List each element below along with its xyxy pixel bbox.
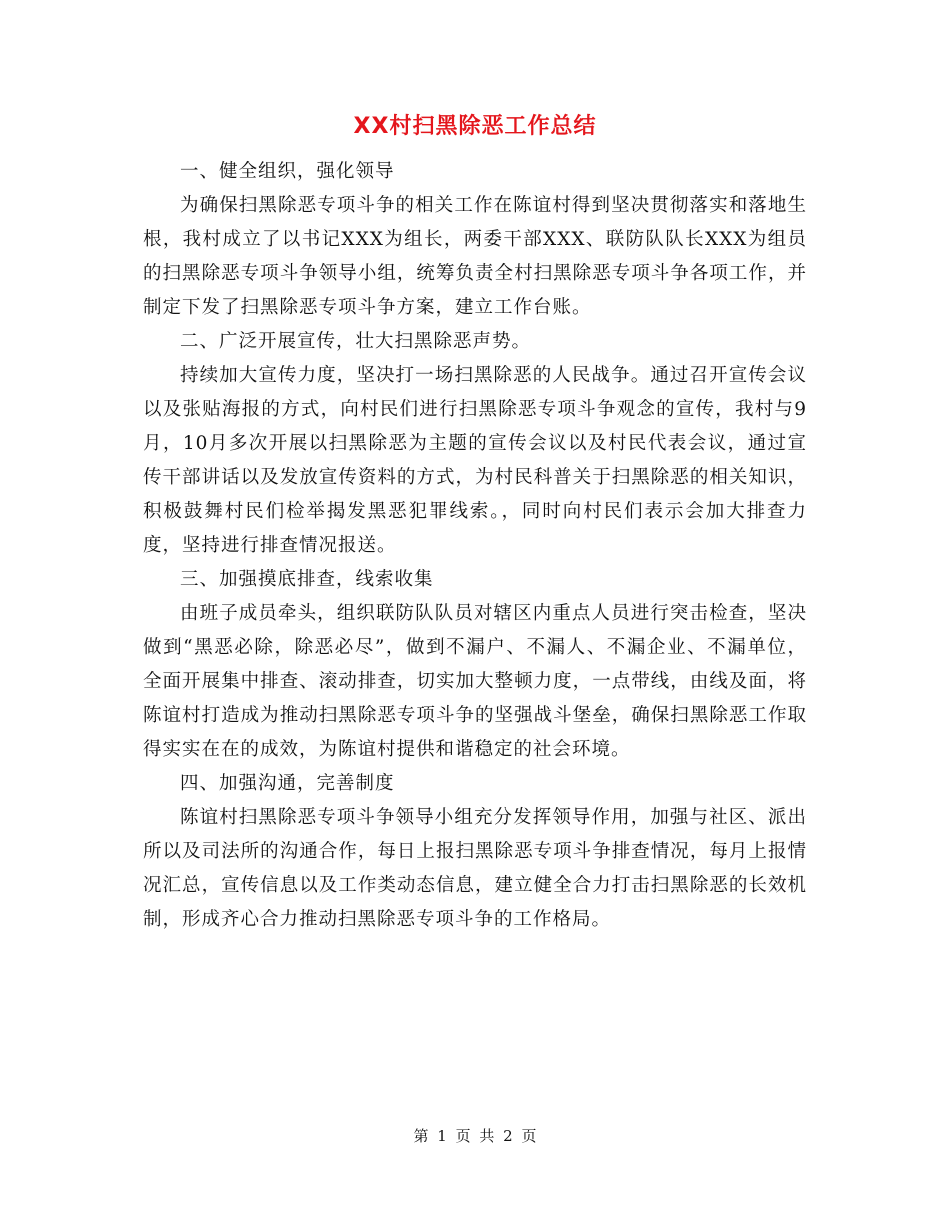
section-heading-3: 三、加强摸底排查，线索收集 [180, 569, 434, 590]
section-heading-2: 二、广泛开展宣传，壮大扫黑除恶声势。 [180, 331, 532, 352]
paragraph-3: 由班子成员牵头，组织联防队队员对辖区内重点人员进行突击检查，坚决做到“黑恶必除，除恶必尽”，做到不漏户、不漏人、不漏企业、不漏单位，全面开展集中排查、滚动排查，切实加大整顿力度，一点带线，由线及面，将陈谊村打造成为推动扫黑除恶专项斗争的坚强战斗堡垒，确保扫黑除恶工作取得实实在在的成效，为陈谊村提供和谐稳定的社会环境。 [143, 603, 807, 760]
paragraph-1: 为确保扫黑除恶专项斗争的相关工作在陈谊村得到坚决贯彻落实和落地生根，我村成立了以书记XXX为组长，两委干部XXX、联防队队长XXX为组员的扫黑除恶专项斗争领导小组，统筹负责全村扫黑除恶专项斗争各项工作，并制定下发了扫黑除恶专项斗争方案，建立工作台账。 [143, 195, 807, 318]
section-heading-1: 一、健全组织，强化领导 [180, 161, 395, 182]
paragraph-4: 陈谊村扫黑除恶专项斗争领导小组充分发挥领导作用，加强与社区、派出所以及司法所的沟通合作，每日上报扫黑除恶专项斗争排查情况，每月上报情况汇总，宣传信息以及工作类动态信息，建立健全合力打击扫黑除恶的长效机制，形成齐心合力推动扫黑除恶专项斗争的工作格局。 [143, 807, 807, 930]
section-heading-4: 四、加强沟通，完善制度 [180, 773, 395, 794]
page-number-footer: 第 1 页 共 2 页 [413, 1127, 537, 1145]
paragraph-2: 持续加大宣传力度，坚决打一场扫黑除恶的人民战争。通过召开宣传会议以及张贴海报的方式，向村民们进行扫黑除恶专项斗争观念的宣传，我村与9月，10月多次开展以扫黑除恶为主题的宣传会议以及村民代表会议，通过宣传干部讲话以及发放宣传资料的方式，为村民科普关于扫黑除恶的相关知识，积极鼓舞村民们检举揭发黑恶犯罪线索。，同时向村民们表示会加大排查力度，坚持进行排查情况报送。 [143, 365, 807, 556]
document-title: XX村扫黑除恶工作总结 [353, 114, 597, 139]
document-body [143, 155, 807, 937]
